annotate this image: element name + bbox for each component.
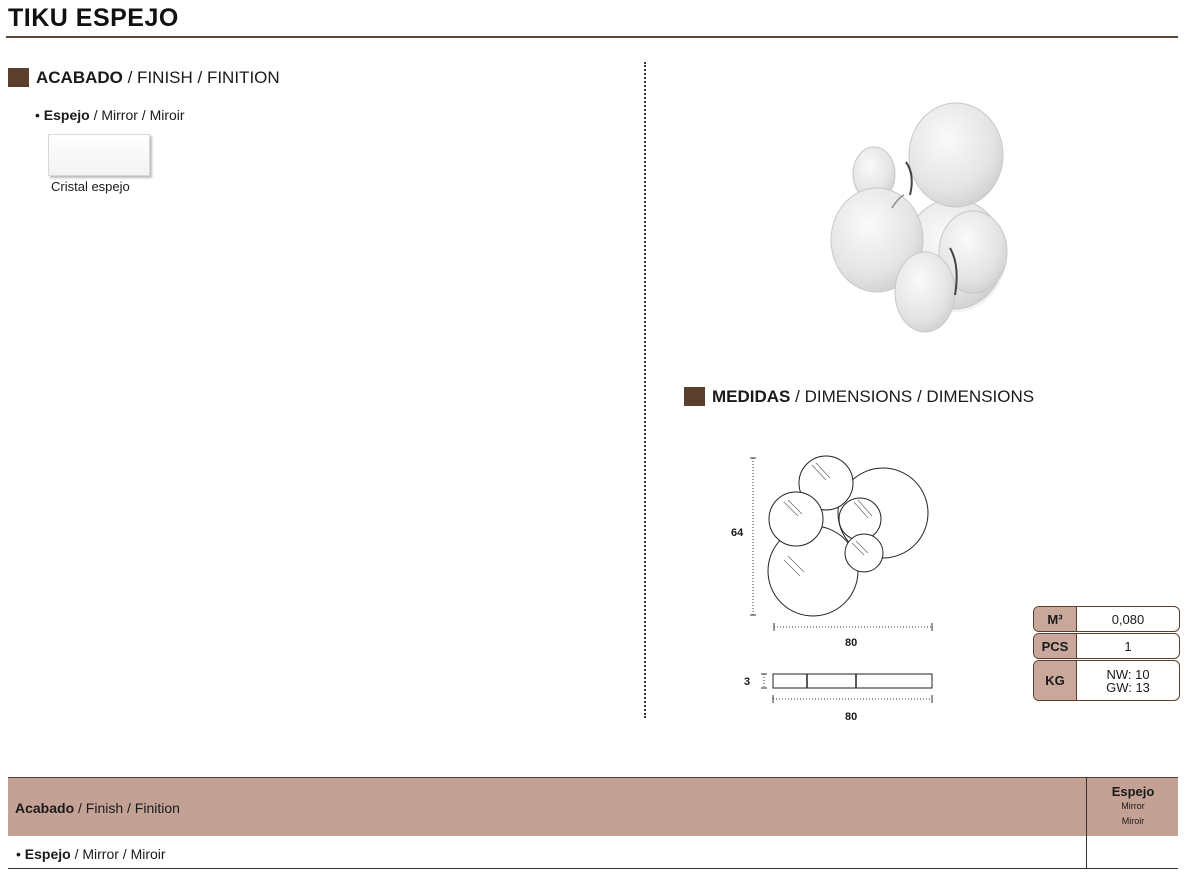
finish-table-row-rest: / Mirror / Miroir xyxy=(70,846,166,862)
product-photo xyxy=(770,100,1015,345)
dimensions-heading-rest: / DIMENSIONS / DIMENSIONS xyxy=(790,387,1035,406)
finish-bullet: • Espejo / Mirror / Miroir xyxy=(35,107,185,123)
width-dimension-label: 80 xyxy=(845,637,858,649)
front-view-drawing xyxy=(740,450,940,640)
swatch-label: Cristal espejo xyxy=(51,179,130,194)
finish-table-row-bold: Espejo xyxy=(24,846,71,862)
column-separator xyxy=(644,62,646,718)
finish-table-column-header xyxy=(1088,784,1178,829)
spec-weight-key: KG xyxy=(1034,661,1077,700)
spec-volume-key: M³ xyxy=(1034,607,1077,631)
spec-pieces-value: 1 xyxy=(1124,638,1132,654)
finish-table-column-divider xyxy=(1086,777,1087,869)
finish-table-bottom-rule xyxy=(8,868,1178,869)
spec-pieces xyxy=(1033,633,1180,659)
side-view-drawing xyxy=(755,668,940,708)
finish-table-row: • Espejo / Mirror / Miroir xyxy=(16,846,166,862)
finish-heading-rest: / FINISH / FINITION xyxy=(122,68,280,87)
finish-table-header-label xyxy=(15,800,180,816)
finish-section-marker xyxy=(8,68,29,87)
page-title: TIKU ESPEJO xyxy=(8,4,179,32)
dimensions-heading xyxy=(712,387,1034,407)
column-header-sub1: Mirror xyxy=(1121,801,1145,811)
spec-volume xyxy=(1033,606,1180,632)
finish-table-header-rest: / Finish / Finition xyxy=(74,800,180,816)
finish-heading xyxy=(36,68,280,88)
depth-width-label: 80 xyxy=(845,711,858,723)
gross-weight: GW: 13 xyxy=(1106,679,1150,695)
spec-volume-value: 0,080 xyxy=(1111,611,1145,627)
finish-bullet-rest: / Mirror / Miroir xyxy=(89,107,185,123)
depth-dimension-label: 3 xyxy=(744,676,751,688)
net-weight: NW: 10 xyxy=(1106,666,1150,682)
finish-heading-bold: ACABADO xyxy=(36,68,123,87)
finish-table-header xyxy=(8,777,1178,836)
height-dimension-label: 64 xyxy=(731,527,744,539)
finish-table-header-bold: Acabado xyxy=(15,800,75,816)
finish-bullet-bold: Espejo xyxy=(43,107,90,123)
column-header-main: Espejo xyxy=(1111,784,1155,799)
column-header-sub2: Miroir xyxy=(1121,816,1145,826)
dimensions-section-marker xyxy=(684,387,705,406)
mirror-swatch xyxy=(48,134,150,176)
dimensions-heading-bold: MEDIDAS xyxy=(712,387,791,406)
title-divider xyxy=(6,36,1178,38)
spec-weight-value xyxy=(1077,661,1179,700)
spec-weight xyxy=(1033,660,1180,701)
spec-pieces-key: PCS xyxy=(1034,634,1077,658)
